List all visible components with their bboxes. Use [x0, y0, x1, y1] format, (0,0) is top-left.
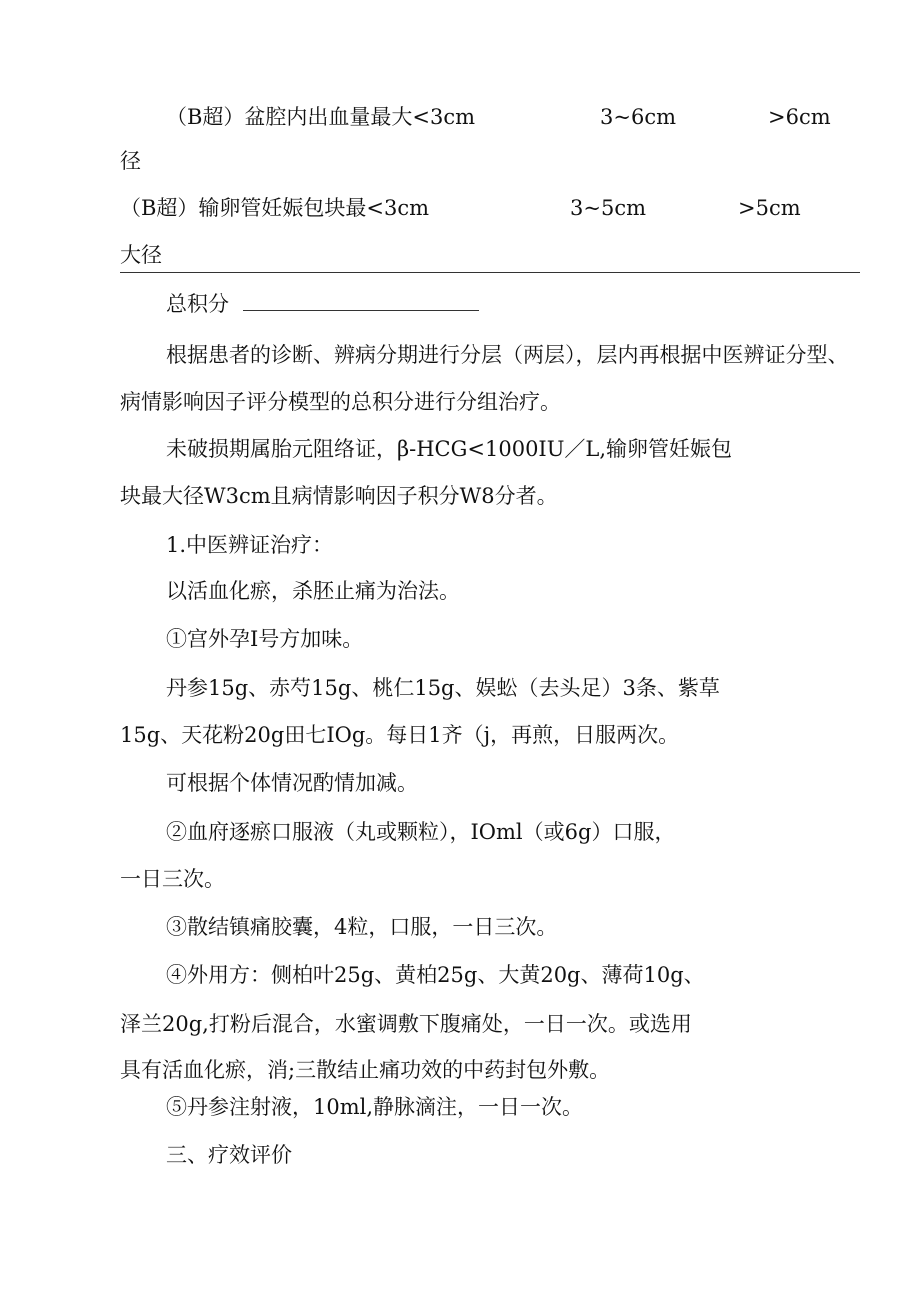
row1-mid-value: 3~6cm — [600, 105, 676, 129]
row2-label: （B超）输卵管妊娠包块最<3cm — [120, 196, 430, 220]
row2-high-value: >5cm — [738, 196, 801, 220]
row2-mid-value: 3~5cm — [570, 196, 646, 220]
paragraph-line: 具有活血化瘀，消;三散结止痛功效的中药封包外敷。 — [120, 1058, 611, 1082]
row1-label: （B超）盆腔内出血量最大<3cm — [166, 105, 476, 129]
list-item: ⑤丹参注射液，10ml,静脉滴注，一日一次。 — [166, 1095, 584, 1119]
paragraph-line: 15g、天花粉20g田七IOg。每日1齐（j，再煎，日服两次。 — [120, 723, 680, 747]
paragraph-line: 根据患者的诊断、辨病分期进行分层（两层），层内再根据中医辨证分型、 — [166, 343, 849, 367]
paragraph-line: 以活血化瘀，杀胚止痛为治法。 — [166, 579, 460, 603]
paragraph-line: 病情影响因子评分模型的总积分进行分组治疗。 — [120, 390, 561, 414]
table-bottom-rule — [120, 272, 860, 273]
paragraph-line: 泽兰20g,打粉后混合，水蜜调敷下腹痛处，一日一次。或选用 — [120, 1012, 692, 1036]
paragraph-line: 块最大径W3cm且病情影响因子积分W8分者。 — [120, 484, 558, 508]
list-item: ③散结镇痛胶囊，4粒，口服，一日三次。 — [166, 915, 558, 939]
total-score-blank[interactable] — [243, 290, 479, 311]
list-item: ④外用方：侧柏叶25g、黄柏25g、大黄20g、薄荷10g、 — [166, 963, 705, 987]
row1-label-wrap: 径 — [120, 149, 141, 173]
paragraph-line: 未破损期属胎元阻络证，β-HCG<1000IU／L,输卵管妊娠包 — [166, 437, 733, 461]
section-heading: 三、疗效评价 — [166, 1143, 292, 1167]
list-item: ①宫外孕I号方加味。 — [166, 627, 364, 651]
section-heading: 1.中医辨证治疗： — [166, 533, 334, 557]
paragraph-line: 丹参15g、赤芍15g、桃仁15g、娱蚣（去头足）3条、紫草 — [166, 676, 720, 700]
total-score-label: 总积分 — [166, 292, 229, 316]
paragraph-line: 可根据个体情况酌情加减。 — [166, 771, 418, 795]
paragraph-line: 一日三次。 — [120, 867, 225, 891]
total-score-line — [166, 290, 479, 317]
row2-label-wrap: 大径 — [120, 243, 162, 267]
list-item: ②血府逐瘀口服液（丸或颗粒），IOml（或6g）口服， — [166, 820, 676, 844]
row1-high-value: >6cm — [768, 105, 831, 129]
